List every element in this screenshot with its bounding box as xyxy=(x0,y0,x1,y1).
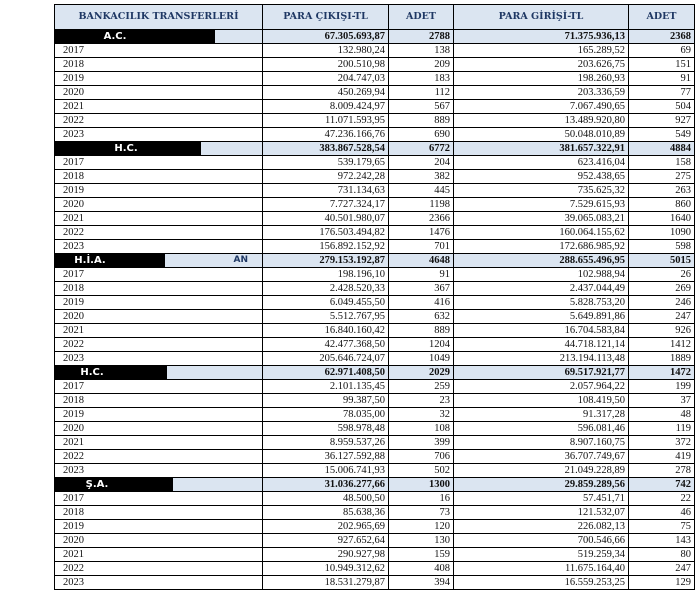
group-label-cell xyxy=(55,142,263,156)
count-in-cell: 46 xyxy=(629,506,695,520)
year-cell: 2023 xyxy=(55,352,263,366)
money-in-cell: 8.907.160,75 xyxy=(454,436,629,450)
count-in-cell: 26 xyxy=(629,268,695,282)
money-out-cell: 731.134,63 xyxy=(263,184,389,198)
count-in-cell: 246 xyxy=(629,296,695,310)
money-out-cell: 48.500,50 xyxy=(263,492,389,506)
money-out-cell: 132.980,24 xyxy=(263,44,389,58)
money-out-cell: 47.236.166,76 xyxy=(263,128,389,142)
count-in-cell: 263 xyxy=(629,184,695,198)
count-in-cell: 419 xyxy=(629,450,695,464)
year-cell: 2019 xyxy=(55,296,263,310)
money-in-cell: 226.082,13 xyxy=(454,520,629,534)
money-out-cell: 16.840.160,42 xyxy=(263,324,389,338)
count-out-cell: 16 xyxy=(389,492,454,506)
money-in-cell: 2.437.044,49 xyxy=(454,282,629,296)
money-in-cell: 203.336,59 xyxy=(454,86,629,100)
redacted-name-bar: H.C. xyxy=(55,142,202,156)
money-in-cell: 2.057.964,22 xyxy=(454,380,629,394)
redacted-name-bar: H.C. xyxy=(55,366,168,380)
year-cell: 2019 xyxy=(55,184,263,198)
redacted-name-bar: Ş.A. xyxy=(55,478,174,492)
count-out-cell: 112 xyxy=(389,86,454,100)
table-row xyxy=(55,324,695,338)
money-out-cell: 42.477.368,50 xyxy=(263,338,389,352)
count-in-cell: 119 xyxy=(629,422,695,436)
header-count-out: ADET xyxy=(389,5,454,30)
count-in-cell: 80 xyxy=(629,548,695,562)
year-cell: 2018 xyxy=(55,506,263,520)
money-out-cell: 202.965,69 xyxy=(263,520,389,534)
table-row xyxy=(55,58,695,72)
count-out-cell: 416 xyxy=(389,296,454,310)
count-in-cell: 1090 xyxy=(629,226,695,240)
year-cell: 2023 xyxy=(55,464,263,478)
year-cell: 2021 xyxy=(55,100,263,114)
table-row xyxy=(55,44,695,58)
money-in-cell: 121.532,07 xyxy=(454,506,629,520)
year-cell: 2022 xyxy=(55,226,263,240)
year-cell: 2018 xyxy=(55,58,263,72)
money-out-cell: 85.638,36 xyxy=(263,506,389,520)
count-in-cell: 129 xyxy=(629,576,695,590)
count-in-cell: 269 xyxy=(629,282,695,296)
count-out-cell: 889 xyxy=(389,324,454,338)
total-money-out: 67.305.693,87 xyxy=(263,30,389,44)
count-out-cell: 130 xyxy=(389,534,454,548)
year-cell: 2020 xyxy=(55,198,263,212)
money-out-cell: 18.531.279,87 xyxy=(263,576,389,590)
year-cell: 2017 xyxy=(55,156,263,170)
count-out-cell: 408 xyxy=(389,562,454,576)
group-label-cell xyxy=(55,478,263,492)
money-out-cell: 156.892.152,92 xyxy=(263,240,389,254)
group-label-cell xyxy=(55,254,263,268)
total-count-in: 4884 xyxy=(629,142,695,156)
table-row xyxy=(55,240,695,254)
count-out-cell: 259 xyxy=(389,380,454,394)
count-in-cell: 275 xyxy=(629,170,695,184)
count-in-cell: 1412 xyxy=(629,338,695,352)
money-out-cell: 40.501.980,07 xyxy=(263,212,389,226)
year-cell: 2021 xyxy=(55,212,263,226)
group-label-cell xyxy=(55,30,263,44)
money-out-cell: 15.006.741,93 xyxy=(263,464,389,478)
count-out-cell: 91 xyxy=(389,268,454,282)
money-in-cell: 5.649.891,86 xyxy=(454,310,629,324)
total-count-out: 6772 xyxy=(389,142,454,156)
count-in-cell: 158 xyxy=(629,156,695,170)
count-out-cell: 367 xyxy=(389,282,454,296)
money-out-cell: 78.035,00 xyxy=(263,408,389,422)
header-money-in: PARA GİRİŞİ-TL xyxy=(454,5,629,30)
count-in-cell: 860 xyxy=(629,198,695,212)
table-row xyxy=(55,492,695,506)
money-out-cell: 200.510,98 xyxy=(263,58,389,72)
table-row xyxy=(55,170,695,184)
money-in-cell: 50.048.010,89 xyxy=(454,128,629,142)
year-cell: 2017 xyxy=(55,44,263,58)
count-out-cell: 1049 xyxy=(389,352,454,366)
year-cell: 2019 xyxy=(55,408,263,422)
year-cell: 2017 xyxy=(55,380,263,394)
money-in-cell: 36.707.749,67 xyxy=(454,450,629,464)
year-cell: 2023 xyxy=(55,240,263,254)
count-in-cell: 926 xyxy=(629,324,695,338)
table-row xyxy=(55,226,695,240)
year-cell: 2021 xyxy=(55,324,263,338)
money-out-cell: 176.503.494,82 xyxy=(263,226,389,240)
table-row xyxy=(55,100,695,114)
table-row xyxy=(55,184,695,198)
table-row xyxy=(55,436,695,450)
table-row xyxy=(55,506,695,520)
count-out-cell: 632 xyxy=(389,310,454,324)
money-in-cell: 39.065.083,21 xyxy=(454,212,629,226)
money-in-cell: 16.559.253,25 xyxy=(454,576,629,590)
count-out-cell: 120 xyxy=(389,520,454,534)
header-count-in: ADET xyxy=(629,5,695,30)
money-in-cell: 165.289,52 xyxy=(454,44,629,58)
count-in-cell: 91 xyxy=(629,72,695,86)
money-in-cell: 108.419,50 xyxy=(454,394,629,408)
money-in-cell: 13.489.920,80 xyxy=(454,114,629,128)
total-count-out: 2029 xyxy=(389,366,454,380)
count-in-cell: 22 xyxy=(629,492,695,506)
table-row xyxy=(55,352,695,366)
money-out-cell: 204.747,03 xyxy=(263,72,389,86)
count-in-cell: 1889 xyxy=(629,352,695,366)
table-row xyxy=(55,310,695,324)
money-in-cell: 198.260,93 xyxy=(454,72,629,86)
total-count-in: 742 xyxy=(629,478,695,492)
year-cell: 2023 xyxy=(55,576,263,590)
count-out-cell: 204 xyxy=(389,156,454,170)
total-count-in: 5015 xyxy=(629,254,695,268)
total-count-in: 2368 xyxy=(629,30,695,44)
total-count-out: 4648 xyxy=(389,254,454,268)
count-out-cell: 394 xyxy=(389,576,454,590)
money-out-cell: 99.387,50 xyxy=(263,394,389,408)
money-out-cell: 7.727.324,17 xyxy=(263,198,389,212)
money-out-cell: 927.652,64 xyxy=(263,534,389,548)
count-out-cell: 32 xyxy=(389,408,454,422)
count-in-cell: 151 xyxy=(629,58,695,72)
money-in-cell: 91.317,28 xyxy=(454,408,629,422)
money-in-cell: 519.259,34 xyxy=(454,548,629,562)
year-cell: 2022 xyxy=(55,338,263,352)
group-total-row xyxy=(55,142,695,156)
money-out-cell: 5.512.767,95 xyxy=(263,310,389,324)
money-in-cell: 172.686.985,92 xyxy=(454,240,629,254)
table-row xyxy=(55,268,695,282)
money-in-cell: 735.625,32 xyxy=(454,184,629,198)
group-total-row xyxy=(55,366,695,380)
table-row xyxy=(55,380,695,394)
count-in-cell: 77 xyxy=(629,86,695,100)
header-money-out: PARA ÇIKIŞI-TL xyxy=(263,5,389,30)
count-in-cell: 504 xyxy=(629,100,695,114)
count-out-cell: 209 xyxy=(389,58,454,72)
count-in-cell: 927 xyxy=(629,114,695,128)
total-money-out: 62.971.408,50 xyxy=(263,366,389,380)
count-out-cell: 445 xyxy=(389,184,454,198)
total-money-in: 69.517.921,77 xyxy=(454,366,629,380)
count-out-cell: 73 xyxy=(389,506,454,520)
year-cell: 2017 xyxy=(55,492,263,506)
year-cell: 2019 xyxy=(55,72,263,86)
count-out-cell: 23 xyxy=(389,394,454,408)
count-out-cell: 1476 xyxy=(389,226,454,240)
count-in-cell: 372 xyxy=(629,436,695,450)
total-money-in: 29.859.289,56 xyxy=(454,478,629,492)
year-cell: 2023 xyxy=(55,128,263,142)
table-row xyxy=(55,562,695,576)
header-row xyxy=(55,5,695,30)
table-body xyxy=(55,30,695,590)
group-total-row xyxy=(55,478,695,492)
money-in-cell: 102.988,94 xyxy=(454,268,629,282)
count-out-cell: 108 xyxy=(389,422,454,436)
money-in-cell: 16.704.583,84 xyxy=(454,324,629,338)
count-out-cell: 889 xyxy=(389,114,454,128)
count-out-cell: 690 xyxy=(389,128,454,142)
table-row xyxy=(55,548,695,562)
group-label-cell xyxy=(55,366,263,380)
year-cell: 2018 xyxy=(55,394,263,408)
table-row xyxy=(55,408,695,422)
group-total-row xyxy=(55,254,695,268)
money-out-cell: 450.269,94 xyxy=(263,86,389,100)
money-in-cell: 160.064.155,62 xyxy=(454,226,629,240)
table-row xyxy=(55,296,695,310)
count-out-cell: 1198 xyxy=(389,198,454,212)
money-out-cell: 972.242,28 xyxy=(263,170,389,184)
count-in-cell: 247 xyxy=(629,562,695,576)
count-out-cell: 183 xyxy=(389,72,454,86)
group-label-suffix: AN xyxy=(233,255,248,265)
table-row xyxy=(55,114,695,128)
money-out-cell: 205.646.724,07 xyxy=(263,352,389,366)
year-cell: 2020 xyxy=(55,310,263,324)
total-money-in: 288.655.496,95 xyxy=(454,254,629,268)
money-in-cell: 203.626,75 xyxy=(454,58,629,72)
money-out-cell: 539.179,65 xyxy=(263,156,389,170)
count-out-cell: 159 xyxy=(389,548,454,562)
total-money-out: 279.153.192,87 xyxy=(263,254,389,268)
count-out-cell: 1204 xyxy=(389,338,454,352)
money-out-cell: 290.927,98 xyxy=(263,548,389,562)
year-cell: 2020 xyxy=(55,534,263,548)
table-row xyxy=(55,338,695,352)
year-cell: 2019 xyxy=(55,520,263,534)
money-in-cell: 44.718.121,14 xyxy=(454,338,629,352)
money-in-cell: 623.416,04 xyxy=(454,156,629,170)
count-out-cell: 382 xyxy=(389,170,454,184)
year-cell: 2022 xyxy=(55,114,263,128)
count-in-cell: 247 xyxy=(629,310,695,324)
money-in-cell: 5.828.753,20 xyxy=(454,296,629,310)
total-money-in: 71.375.936,13 xyxy=(454,30,629,44)
count-in-cell: 278 xyxy=(629,464,695,478)
money-out-cell: 6.049.455,50 xyxy=(263,296,389,310)
table-row xyxy=(55,86,695,100)
money-in-cell: 11.675.164,40 xyxy=(454,562,629,576)
money-out-cell: 2.101.135,45 xyxy=(263,380,389,394)
count-in-cell: 37 xyxy=(629,394,695,408)
transfer-table-document xyxy=(54,4,694,590)
money-out-cell: 36.127.592,88 xyxy=(263,450,389,464)
year-cell: 2018 xyxy=(55,282,263,296)
count-in-cell: 598 xyxy=(629,240,695,254)
money-in-cell: 7.529.615,93 xyxy=(454,198,629,212)
money-out-cell: 8.959.537,26 xyxy=(263,436,389,450)
money-in-cell: 952.438,65 xyxy=(454,170,629,184)
money-out-cell: 598.978,48 xyxy=(263,422,389,436)
table-row xyxy=(55,534,695,548)
money-out-cell: 2.428.520,33 xyxy=(263,282,389,296)
header-category: BANKACILIK TRANSFERLERİ xyxy=(55,5,263,30)
count-in-cell: 69 xyxy=(629,44,695,58)
count-in-cell: 549 xyxy=(629,128,695,142)
redacted-name-bar: A.C. xyxy=(55,30,216,44)
count-in-cell: 143 xyxy=(629,534,695,548)
table-row xyxy=(55,212,695,226)
table-row xyxy=(55,156,695,170)
table-row xyxy=(55,464,695,478)
group-total-row xyxy=(55,30,695,44)
count-out-cell: 399 xyxy=(389,436,454,450)
money-in-cell: 213.194.113,48 xyxy=(454,352,629,366)
redacted-name-bar: H.İ.A. xyxy=(55,254,166,268)
year-cell: 2021 xyxy=(55,548,263,562)
count-in-cell: 48 xyxy=(629,408,695,422)
total-count-in: 1472 xyxy=(629,366,695,380)
money-out-cell: 198.196,10 xyxy=(263,268,389,282)
total-money-out: 383.867.528,54 xyxy=(263,142,389,156)
table-row xyxy=(55,394,695,408)
count-out-cell: 567 xyxy=(389,100,454,114)
money-in-cell: 7.067.490,65 xyxy=(454,100,629,114)
money-out-cell: 10.949.312,62 xyxy=(263,562,389,576)
table-row xyxy=(55,576,695,590)
count-in-cell: 199 xyxy=(629,380,695,394)
money-in-cell: 700.546,66 xyxy=(454,534,629,548)
table-row xyxy=(55,450,695,464)
total-money-in: 381.657.322,91 xyxy=(454,142,629,156)
money-in-cell: 596.081,46 xyxy=(454,422,629,436)
bank-transfer-table xyxy=(54,4,695,590)
year-cell: 2022 xyxy=(55,450,263,464)
count-out-cell: 502 xyxy=(389,464,454,478)
table-row xyxy=(55,422,695,436)
count-out-cell: 706 xyxy=(389,450,454,464)
year-cell: 2018 xyxy=(55,170,263,184)
year-cell: 2021 xyxy=(55,436,263,450)
money-out-cell: 8.009.424,97 xyxy=(263,100,389,114)
money-in-cell: 21.049.228,89 xyxy=(454,464,629,478)
table-row xyxy=(55,282,695,296)
count-out-cell: 138 xyxy=(389,44,454,58)
total-money-out: 31.036.277,66 xyxy=(263,478,389,492)
money-in-cell: 57.451,71 xyxy=(454,492,629,506)
year-cell: 2020 xyxy=(55,422,263,436)
year-cell: 2017 xyxy=(55,268,263,282)
money-out-cell: 11.071.593,95 xyxy=(263,114,389,128)
total-count-out: 2788 xyxy=(389,30,454,44)
table-row xyxy=(55,72,695,86)
count-out-cell: 2366 xyxy=(389,212,454,226)
table-row xyxy=(55,520,695,534)
year-cell: 2022 xyxy=(55,562,263,576)
table-row xyxy=(55,198,695,212)
count-in-cell: 1640 xyxy=(629,212,695,226)
table-row xyxy=(55,128,695,142)
count-out-cell: 701 xyxy=(389,240,454,254)
total-count-out: 1300 xyxy=(389,478,454,492)
year-cell: 2020 xyxy=(55,86,263,100)
count-in-cell: 75 xyxy=(629,520,695,534)
